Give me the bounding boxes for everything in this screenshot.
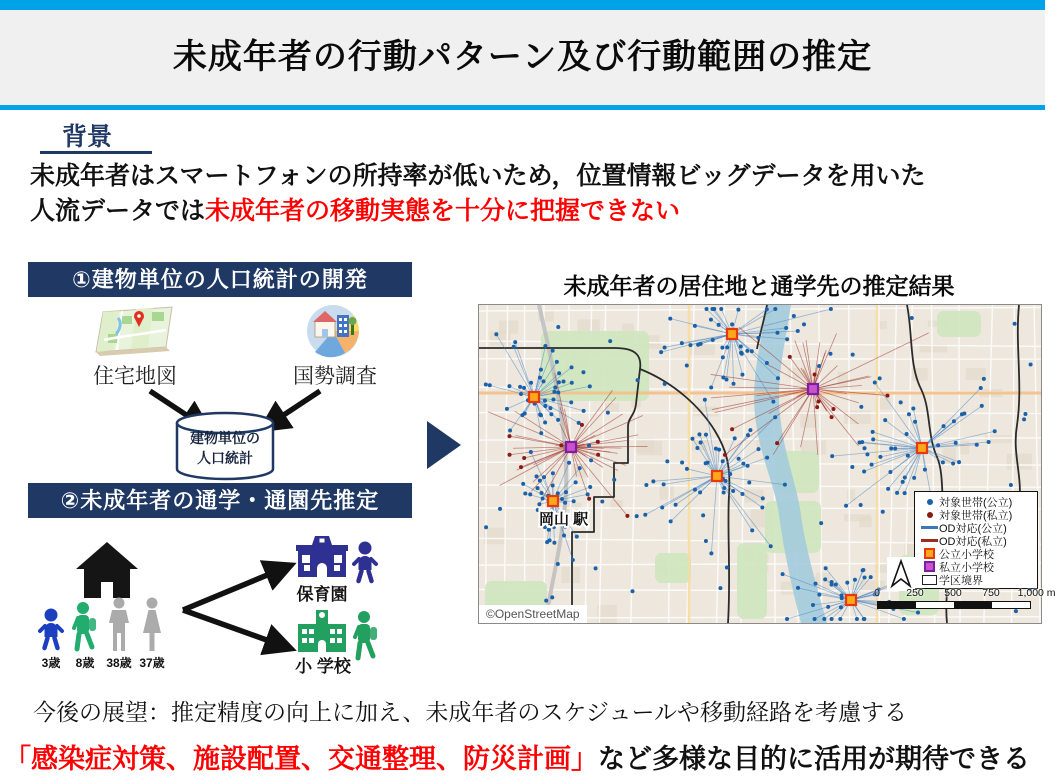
background-section-label: 背景: [62, 123, 113, 151]
flow-arrow-icon: [427, 421, 461, 474]
legend-label: 私立小学校: [939, 561, 994, 574]
legend-swatch-line-darkred: [920, 539, 939, 542]
page-title: 未成年者の行動パターン及び行動範囲の推定: [172, 38, 873, 76]
scale-label: 500: [944, 587, 962, 599]
age-label: 37歳: [139, 656, 165, 670]
conclusion-red: 「感染症対策、施設配置、交通整理、防災計画」: [4, 744, 598, 774]
map-legend: [914, 491, 1038, 589]
age-label: 3歳: [41, 656, 61, 670]
top-accent-bar: [0, 0, 1045, 10]
legend-item: [920, 573, 1033, 586]
nursery-label: 保育園: [296, 585, 348, 604]
legend-swatch-square-orange: [920, 548, 939, 559]
map-title: 未成年者の居住地と通学先の推定結果: [563, 273, 955, 299]
scale-label: 0: [874, 587, 880, 599]
station-label: 岡山 駅: [539, 511, 589, 528]
family-member-toddler: [38, 607, 64, 671]
school-label: 小 学校: [295, 657, 351, 676]
branch-arrows: [175, 548, 303, 665]
legend-swatch-line-blue: [920, 526, 939, 529]
map-scale-bar: [874, 587, 1056, 613]
family-member-adult-female: [139, 597, 165, 671]
source-label-census: 国勢調査: [293, 365, 377, 388]
age-label: 38歳: [106, 656, 132, 670]
outlook-statement: 今後の展望：推定精度の向上に加え、未成年者のスケジュールや移動経路を考慮する: [33, 699, 907, 725]
family-member-adult-male: [106, 597, 132, 671]
scale-label: 1,000 m: [1017, 587, 1056, 599]
family-member-child: [71, 601, 99, 671]
legend-label: OD対応(公立): [939, 522, 1007, 535]
home-icon: [76, 542, 138, 605]
housing-map-icon: [92, 300, 178, 365]
legend-label: 公立小学校: [939, 548, 994, 561]
census-pie-icon: [303, 299, 363, 364]
result-map: [478, 304, 1056, 624]
conclusion-statement: [4, 737, 1030, 776]
background-statement: [30, 159, 1030, 229]
database-label-line1: 建物単位の: [190, 430, 260, 446]
conclusion-black: など多様な目的に活用が期待できる: [598, 744, 1030, 774]
title-band: [0, 10, 1045, 105]
legend-label: OD対応(私立): [939, 535, 1007, 548]
nursery-building-icon: [296, 536, 348, 583]
school-building-icon: [296, 610, 348, 657]
panel1-header: ①建物単位の人口統計の開発: [28, 262, 412, 297]
legend-label: 学区境界: [939, 574, 983, 587]
background-line2-black: 人流データでは: [30, 197, 206, 225]
source-label-housing-map: 住宅地図: [93, 365, 177, 388]
family-members: [38, 597, 165, 671]
legend-label: 対象世帯(公立): [939, 496, 1013, 509]
background-line1: 未成年者はスマートフォンの所持率が低いため，位置情報ビッグデータを用いた: [30, 162, 926, 190]
database-label-line2: 人口統計: [197, 450, 253, 466]
background-line2-red: 未成年者の移動実態を十分に把握できない: [205, 197, 681, 225]
title-divider: [0, 105, 1045, 110]
legend-label: 対象世帯(私立): [939, 509, 1013, 522]
legend-swatch-square-purple: [920, 561, 939, 572]
scale-label: 750: [982, 587, 1000, 599]
scale-label: 250: [906, 587, 924, 599]
map-attribution: ©OpenStreetMap: [479, 605, 587, 623]
north-arrow-icon: [887, 557, 915, 591]
background-label-underline: [40, 151, 152, 154]
nursery-child-icon: [352, 540, 378, 591]
legend-swatch-dot-darkred: [920, 512, 939, 518]
age-label: 8歳: [75, 656, 95, 670]
legend-swatch-rect-outline: [920, 575, 939, 585]
legend-swatch-dot-blue: [920, 499, 939, 505]
panel2-header: ②未成年者の通学・通園先推定: [28, 483, 412, 518]
